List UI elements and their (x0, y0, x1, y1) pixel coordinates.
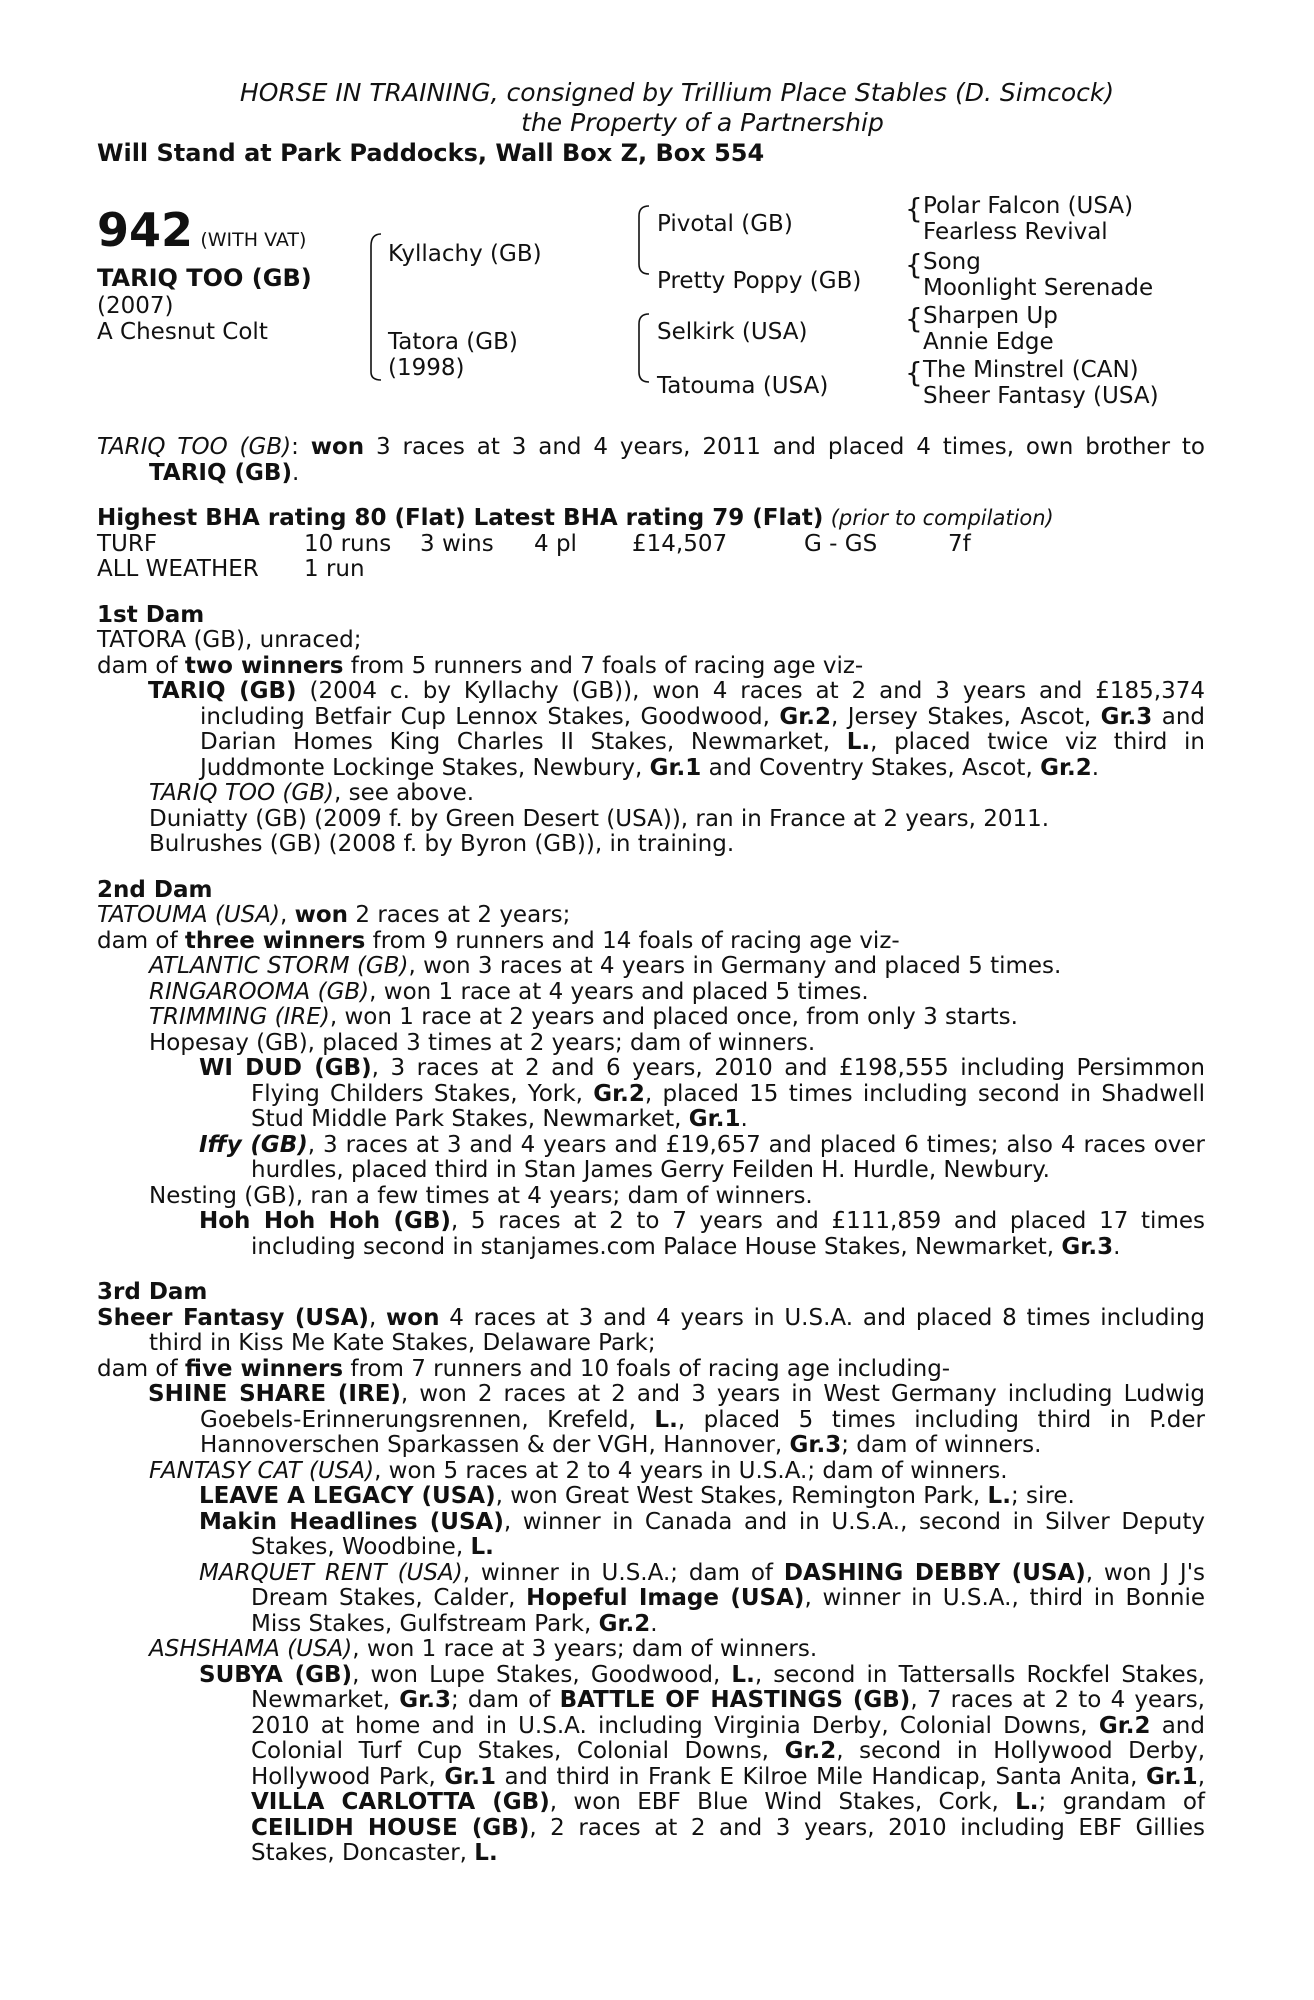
grandproduce-entry: Iffy (GB), 3 races at 3 and 4 years and £19,657 and placed 6 times; also 4 races over hurdles, placed third in Stan James Gerry Feilden H. Hurdle, Newbury. (199, 1131, 1206, 1183)
dam-sire: Selkirk (USA) (657, 319, 808, 345)
dam-year: (1998) (388, 355, 465, 381)
first-dam-section: 1st Dam TATORA (GB), unraced; dam of two winners from 5 runners and 7 foals of racing age viz- TARIQ (GB) (2004 c. by Kyllachy (GB)), won 4 races at 2 and 3 years and £185,374 including Betfair Cup Lennox Stakes, Goodwood, Gr.2, Jersey Stakes, Ascot, Gr.3 and Darian Homes King Charles II Stakes, Newmarket, L., placed twice viz third in Juddmonte Lockinge Stakes, Newbury, Gr.1 and Coventry Stakes, Ascot, Gr.2. TARIQ TOO (GB), see above. Duniatty (GB) (2009 f. by Green Desert (USA)), ran in France at 2 years, 2011. Bulrushes (GB) (2008 f. by Byron (GB)), in training. (97, 601, 1205, 857)
race-summary: TARIQ TOO (GB): won 3 races at 3 and 4 years, 2011 and placed 4 times, own brother to TARIQ (GB). (97, 434, 1205, 486)
second-dam-section: 2nd Dam TATOUMA (USA), won 2 races at 2 years; dam of three winners from 9 runners and 14 foals of racing age viz- ATLANTIC STORM (GB), won 3 races at 4 years in Germany and placed 5 times. RINGAROOMA (GB), won 1 race at 4 years and placed 5 times. TRIMMING (IRE), won 1 race at 2 years and placed once, from only 3 starts. Hopesay (GB), placed 3 times at 2 years; dam of winners. WI DUD (GB), 3 races at 2 and 6 years, 2010 and £198,555 including Persimmon Flying Childers Stakes, York, Gr.2, placed 15 times including second in Shadwell Stud Middle Park Stakes, Newmarket, Gr.1. Iffy (GB), 3 races at 3 and 4 years and £19,657 and placed 6 times; also 4 races over hurdles, placed third in Stan James Gerry Feilden H. Hurdle, Newbury. Nesting (GB), ran a few times at 4 years; dam of winners. Hoh Hoh Hoh (GB), 5 races at 2 to 7 years and £111,859 and placed 17 times including second in stanjames.com Palace House Stakes, Newmarket, Gr.3. (97, 876, 1206, 1260)
produce-entry: TARIQ (GB) (2004 c. by Kyllachy (GB)), won 4 races at 2 and 3 years and £185,374 including Betfair Cup Lennox Stakes, Goodwood, Gr.2, Jersey Stakes, Ascot, Gr.3 and Darian Homes King Charles II Stakes, Newmarket, L., placed twice viz third in Juddmonte Lockinge Stakes, Newbury, Gr.1 and Coventry Stakes, Ascot, Gr.2. (148, 678, 1205, 781)
all-weather-record: ALL WEATHER 1 run (97, 556, 365, 582)
section-heading: 2nd Dam (97, 876, 213, 903)
section-heading: 3rd Dam (97, 1279, 208, 1305)
brace-icon (633, 204, 653, 276)
dam-dam-sire: The Minstrel (CAN) (923, 357, 1139, 383)
sire-dam-dam: Moonlight Serenade (923, 275, 1154, 301)
produce-entry: FANTASY CAT (USA), won 5 races at 2 to 4 years in U.S.A.; dam of winners. (149, 1457, 1008, 1484)
produce-entry: SHINE SHARE (IRE), won 2 races at 2 and 3 years in West Germany including Ludwig Goebels-Erinnerungsrennen, Krefeld, L., placed 5 times including third in P.der Hannoverschen Sparkassen & der VGH, Hannover, Gr.3; dam of winners. (148, 1381, 1206, 1458)
produce-entry: Duniatty (GB) (2009 f. by Green Desert (USA)), ran in France at 2 years, 2011. (149, 805, 1050, 832)
produce-entry: ASHSHAMA (USA), won 1 race at 3 years; dam of winners. (149, 1636, 818, 1662)
brace-icon: { (905, 248, 923, 281)
dam-dam-dam: Sheer Fantasy (USA) (923, 383, 1159, 409)
lot-number-block (97, 203, 307, 257)
brace-icon (365, 232, 385, 382)
sire-sire: Pivotal (GB) (657, 211, 793, 237)
grandproduce-entry: WI DUD (GB), 3 races at 2 and 6 years, 2010 and £198,555 including Persimmon Flying Childers Stakes, York, Gr.2, placed 15 times including second in Shadwell Stud Middle Park Stakes, Newmarket, Gr.1. (199, 1055, 1205, 1132)
produce-entry: Bulrushes (GB) (2008 f. by Byron (GB)), in training. (149, 831, 735, 857)
rating-section (97, 506, 1205, 583)
dam-dam: Tatouma (USA) (657, 373, 829, 399)
third-dam-section: 3rd Dam Sheer Fantasy (USA), won 4 races at 3 and 4 years in U.S.A. and placed 8 times including third in Kiss Me Kate Stakes, Delaware Park; dam of five winners from 7 runners and 10 foals of racing age including- SHINE SHARE (IRE), won 2 races at 2 and 3 years in West Germany including Ludwig Goebels-Erinnerungsrennen, Krefeld, L., placed 5 times including third in P.der Hannoverschen Sparkassen & der VGH, Hannover, Gr.3; dam of winners. FANTASY CAT (USA), won 5 races at 2 to 4 years in U.S.A.; dam of winners. LEAVE A LEGACY (USA), won Great West Stakes, Remington Park, L.; sire. Makin Headlines (USA), winner in Canada and in U.S.A., second in Silver Deputy Stakes, Woodbine, L. MARQUET RENT (USA), winner in U.S.A.; dam of DASHING DEBBY (USA), won J J's Dream Stakes, Calder, Hopeful Image (USA), winner in U.S.A., third in Bonnie Miss Stakes, Gulfstream Park, Gr.2. ASHSHAMA (USA), won 1 race at 3 years; dam of winners. SUBYA (GB), won Lupe Stakes, Goodwood, L., second in Tattersalls Rockfel Stakes, Newmarket, Gr.3; dam of BATTLE OF HASTINGS (GB), 7 races at 2 to 4 years, 2010 at home and in U.S.A. including Virginia Derby, Colonial Downs, Gr.2 and Colonial Turf Cup Stakes, Colonial Downs, Gr.2, second in Hollywood Derby, Hollywood Park, Gr.1 and third in Frank E Kilroe Mile Handicap, Santa Anita, Gr.1, VILLA CARLOTTA (GB), won EBF Blue Wind Stakes, Cork, L.; grandam of CEILIDH HOUSE (GB), 2 races at 2 and 3 years, 2010 including EBF Gillies Stakes, Doncaster, L. (97, 1279, 1206, 1866)
dam-sire-sire: Sharpen Up (923, 303, 1058, 329)
catalogue-page (97, 78, 1205, 1867)
brace-icon (633, 312, 653, 384)
pedigree-chart (97, 192, 1205, 421)
brace-icon: { (905, 192, 923, 225)
sire-dam-sire: Song (923, 249, 981, 275)
produce-entry: ATLANTIC STORM (GB), won 3 races at 4 years in Germany and placed 5 times. (149, 953, 1062, 979)
lot-header (97, 78, 1205, 168)
consignor-line: HORSE IN TRAINING, consigned by Trillium Place Stables (D. Simcock) (239, 78, 1115, 107)
grandproduce-entry: Hoh Hoh Hoh (GB), 5 races at 2 to 7 years and £111,859 and placed 17 times including second in stanjames.com Palace House Stakes, Newmarket, Gr.3. (199, 1208, 1205, 1260)
brace-icon: { (905, 302, 923, 335)
section-heading: 1st Dam (97, 601, 205, 628)
produce-entry: TARIQ TOO (GB), see above. (149, 780, 475, 806)
stabling-line: Will Stand at Park Paddocks, Wall Box Z, Box 554 (97, 139, 765, 167)
brace-icon: { (905, 356, 923, 389)
horse-name: TARIQ TOO (GB) (97, 264, 312, 292)
produce-entry: Nesting (GB), ran a few times at 4 years; dam of winners. (149, 1182, 813, 1209)
sire-dam: Pretty Poppy (GB) (657, 268, 862, 294)
produce-entry: RINGAROOMA (GB), won 1 race at 4 years and placed 5 times. (149, 978, 869, 1005)
lot-number: 942 (97, 203, 194, 257)
property-line: the Property of a Partnership (521, 108, 884, 137)
sire-sire-dam: Fearless Revival (923, 219, 1108, 245)
grandproduce-entry: Makin Headlines (USA), winner in Canada and in U.S.A., second in Silver Deputy Stakes, Woodbine, L. (199, 1508, 1205, 1560)
rating-note: (prior to compilation) (830, 506, 1054, 530)
dam: Tatora (GB) (388, 329, 518, 355)
produce-entry: TRIMMING (IRE), won 1 race at 2 years and placed once, from only 3 starts. (149, 1004, 1018, 1030)
turf-record: TURF 10 runs 3 wins 4 pl £14,507 G - GS 7f (97, 530, 971, 557)
produce-entry: Hopesay (GB), placed 3 times at 2 years; dam of winners. (149, 1029, 816, 1056)
grandproduce-entry: SUBYA (GB), won Lupe Stakes, Goodwood, L., second in Tattersalls Rockfel Stakes, Newmarket, Gr.3; dam of BATTLE OF HASTINGS (GB), 7 races at 2 to 4 years, 2010 at home and in U.S.A. including Virginia Derby, Colonial Downs, Gr.2 and Colonial Turf Cup Stakes, Colonial Downs, Gr.2, second in Hollywood Derby, Hollywood Park, Gr.1 and third in Frank E Kilroe Mile Handicap, Santa Anita, Gr.1, VILLA CARLOTTA (GB), won EBF Blue Wind Stakes, Cork, L.; grandam of CEILIDH HOUSE (GB), 2 races at 2 and 3 years, 2010 including EBF Gillies Stakes, Doncaster, L. (199, 1661, 1206, 1866)
grandproduce-entry: MARQUET RENT (USA), winner in U.S.A.; dam of DASHING DEBBY (USA), won J J's Dream Stakes, Calder, Hopeful Image (USA), winner in U.S.A., third in Bonnie Miss Stakes, Gulfstream Park, Gr.2. (199, 1559, 1206, 1637)
grandproduce-entry: LEAVE A LEGACY (USA), won Great West Stakes, Remington Park, L.; sire. (199, 1483, 1075, 1509)
foaling-year: (2007) (97, 293, 174, 319)
dam-sire-dam: Annie Edge (923, 329, 1054, 355)
rating-heading: Highest BHA rating 80 (Flat) Latest BHA rating 79 (Flat) (97, 505, 824, 531)
vat-label: (WITH VAT) (200, 229, 307, 251)
sire: Kyllachy (GB) (388, 241, 542, 267)
horse-description: A Chesnut Colt (97, 319, 268, 345)
sire-sire-sire: Polar Falcon (USA) (923, 193, 1134, 219)
